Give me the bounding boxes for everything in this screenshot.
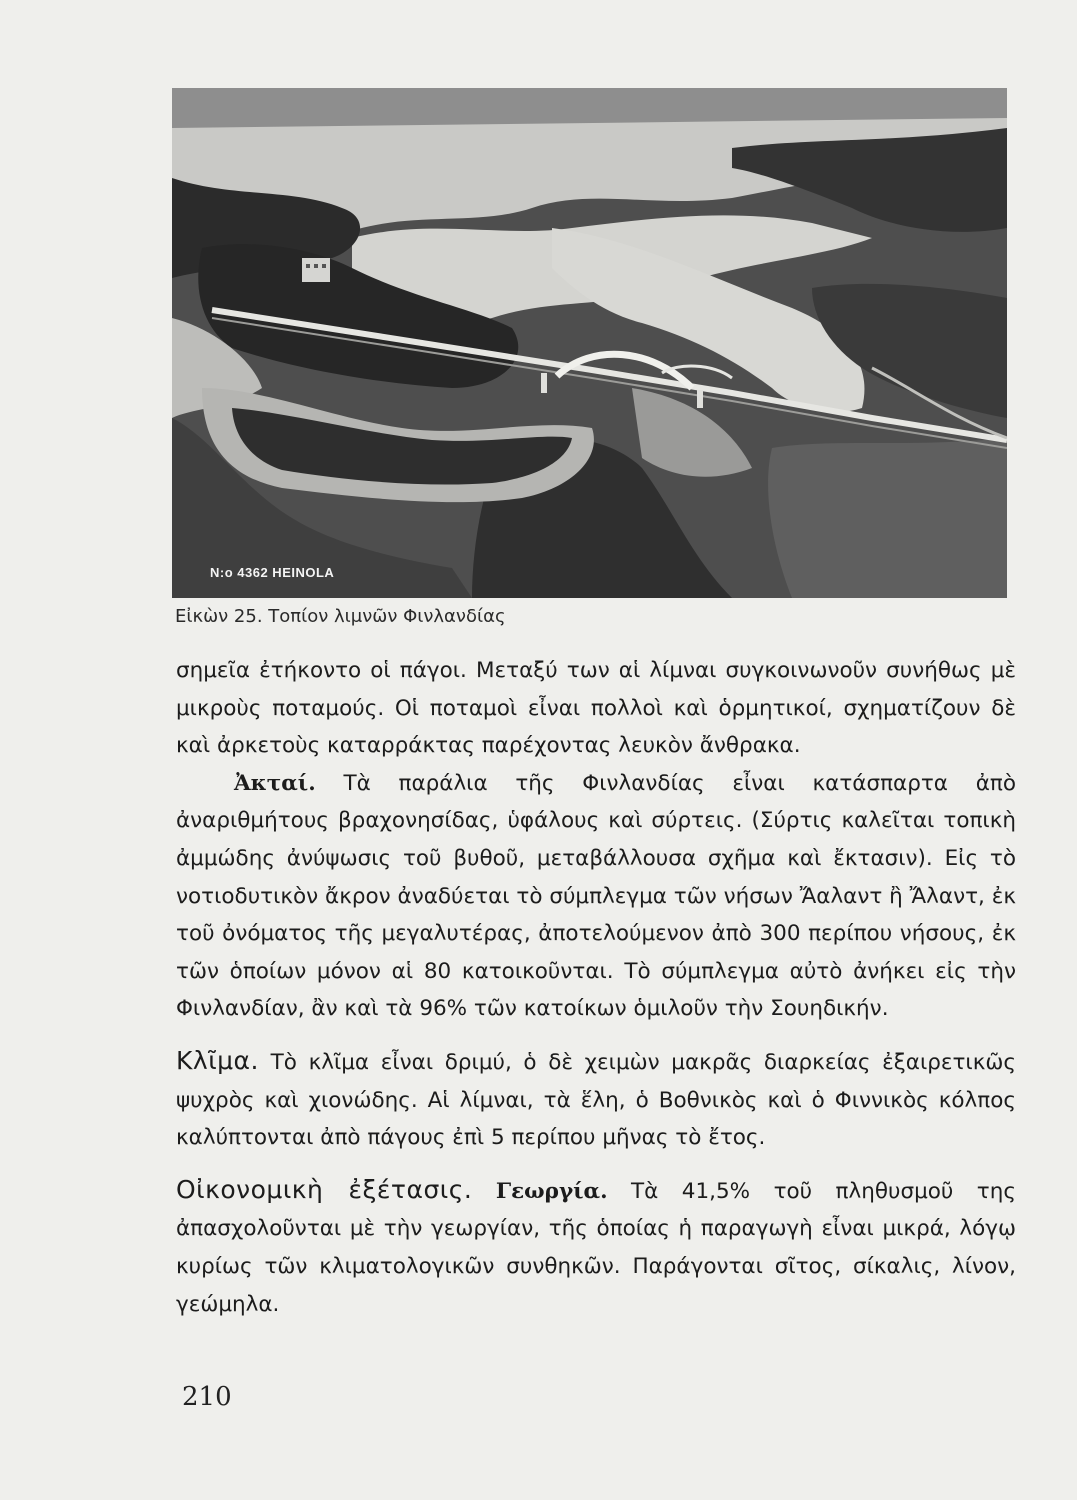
paragraph-economy [176,1171,1016,1323]
paragraph-climate [176,1042,1016,1157]
agriculture-heading: Γεωργία. [495,1178,608,1204]
paragraph-coasts [176,765,1016,1028]
climate-heading: Κλῖμα. [176,1045,259,1075]
coasts-text: Τὰ παράλια τῆς Φινλανδίας εἶναι κατάσπαρτα ἀπὸ ἀναριθμήτους βραχονησίδας, ὑφάλους καὶ σύρτεις. (Σύρτις καλεῖται τοπικὴ ἀμμώδης ἀνύψωσις τοῦ βυθοῦ, μεταβάλλουσα σχῆμα καὶ ἔκτασιν). Εἰς τὸ νοτιοδυτικὸν ἄκρον ἀναδύεται τὸ σύμπλεγμα τῶν νήσων Ἄαλαντ ἢ Ἄλαντ, ἐκ τοῦ ὀνόματος τῆς μεγαλυτέρας, ἀποτελούμενον ἀπὸ 300 περίπου νήσους, ἐκ τῶν ὁποίων μόνον αἱ 80 κατοικοῦνται. Τὸ σύμπλεγμα αὐτὸ ἀνήκει εἰς τὴν Φινλανδίαν, ἂν καὶ τὰ 96% τῶν κατοίκων ὁμιλοῦν τὴν Σουηδικήν. [176,770,1016,1022]
page-number: 210 [182,1382,232,1412]
lake-bridge-illustration [172,88,1007,598]
paragraph-lakes: σημεῖα ἐτήκοντο οἱ πάγοι. Μεταξύ των αἱ λίμναι συγκοινωνοῦν συνήθως μὲ μικροὺς ποταμούς. Οἱ ποταμοὶ εἶναι πολλοὶ καὶ ὁρμητικοί, σχηματίζουν δὲ καὶ ἀρκετοὺς καταρράκτας παρέχοντας λευκὸν ἄνθρακα. [176,658,1016,759]
body-text [176,652,1016,1323]
figure-caption: Εἰκὼν 25. Τοπίον λιμνῶν Φινλανδίας [175,606,506,627]
photo-stamp-label: N:o 4362 HEINOLA [210,565,335,580]
climate-text: Τὸ κλῖμα εἶναι δριμύ, ὁ δὲ χειμὼν μακρᾶς διαρκείας ἐξαιρετικῶς ψυχρὸς καὶ χιονώδης. Αἱ λίμναι, τὰ ἕλη, ὁ Βοθνικὸς καὶ ὁ Φιννικὸς κόλπος καλύπτονται ἀπὸ πάγους ἐπὶ 5 περίπου μῆνας τὸ ἔτος. [176,1049,1016,1151]
economy-heading: Οἰκονομικὴ ἐξέτασις. [176,1174,473,1204]
coasts-heading: Ἀκταί. [234,770,316,796]
landscape-photo [172,88,1007,598]
economy-text: Τὰ 41,5% τοῦ πληθυσμοῦ της ἀπασχολοῦνται μὲ τὴν γεωργίαν, τῆς ὁποίας ἡ παραγωγὴ εἶναι μικρά, λόγῳ κυρίως τῶν κλιματολογικῶν συνθηκῶν. Παράγονται σῖτος, σίκαλις, λίνον, γεώμηλα. [176,1178,1016,1317]
